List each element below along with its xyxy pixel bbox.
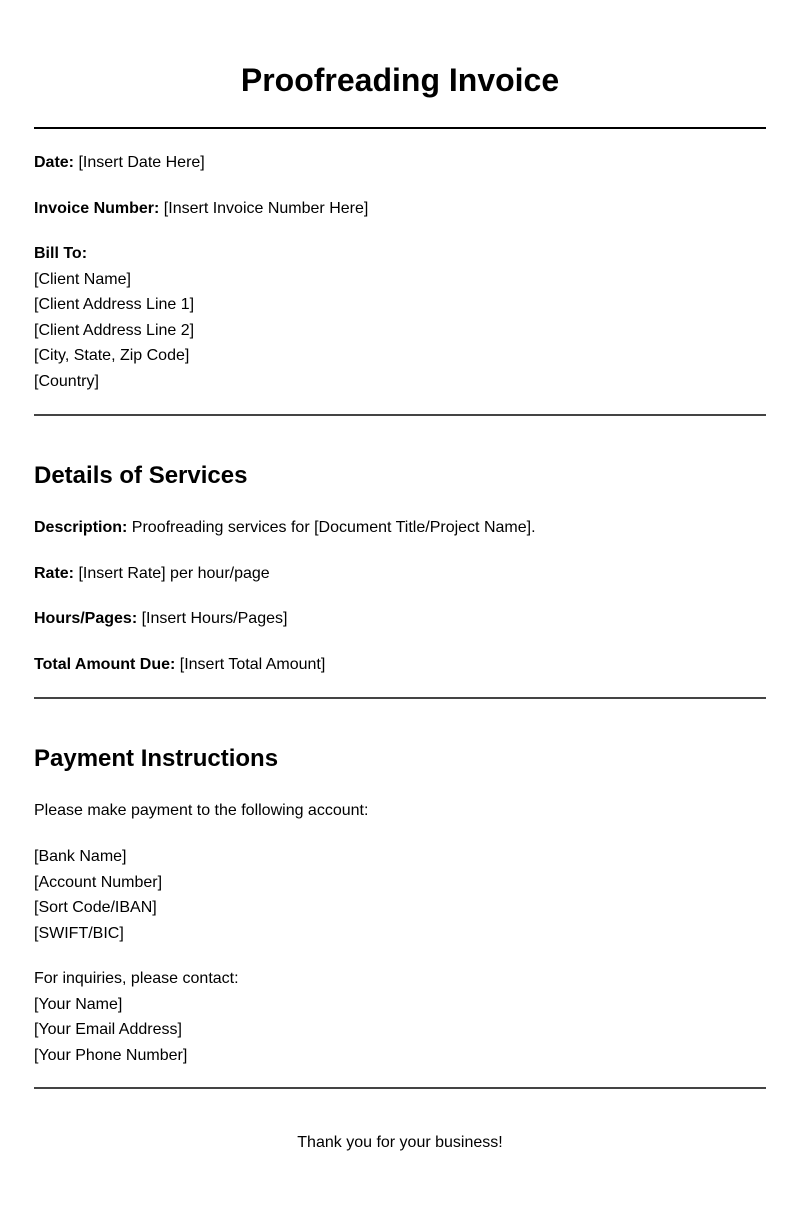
total-amount-line (34, 652, 766, 678)
services-heading: Details of Services (34, 462, 248, 489)
client-name: [Client Name] (34, 270, 131, 288)
invoice-number-value: [Insert Invoice Number Here] (159, 200, 369, 217)
description-value: Proofreading services for [Document Title/Project Name]. (127, 519, 536, 536)
client-country: [Country] (34, 372, 99, 390)
bank-name: [Bank Name] (34, 848, 127, 865)
payment-intro: Please make payment to the following account: (34, 802, 369, 819)
description-line (34, 515, 766, 541)
client-address-line-1: [Client Address Line 1] (34, 296, 195, 314)
hours-pages-line (34, 606, 766, 632)
bill-to-block (34, 241, 766, 395)
contact-details (34, 966, 766, 1068)
bill-to-divider (34, 414, 766, 416)
contact-name: [Your Name] (34, 995, 123, 1013)
invoice-number-label: Invoice Number: (34, 200, 160, 217)
contact-phone: [Your Phone Number] (34, 1046, 188, 1064)
rate-value: [Insert Rate] per hour/page (74, 565, 270, 582)
hours-pages-value: [Insert Hours/Pages] (137, 610, 288, 627)
title-divider (34, 127, 766, 129)
invoice-title: Proofreading Invoice (240, 62, 560, 98)
bill-to-label: Bill To: (34, 245, 88, 262)
invoice-number-line (34, 196, 766, 222)
description-label: Description: (34, 519, 128, 536)
client-city-state-zip: [City, State, Zip Code] (34, 347, 190, 365)
rate-label: Rate: (34, 565, 75, 582)
total-amount-label: Total Amount Due: (34, 656, 176, 673)
date-label: Date: (34, 154, 75, 171)
client-address-line-2: [Client Address Line 2] (34, 321, 195, 339)
contact-intro: For inquiries, please contact: (34, 970, 239, 987)
date-value: [Insert Date Here] (74, 154, 205, 171)
rate-line (34, 561, 766, 587)
thank-you-note: Thank you for your business! (297, 1134, 503, 1151)
hours-pages-label: Hours/Pages: (34, 610, 138, 627)
account-details (34, 844, 766, 946)
payment-divider (34, 1087, 766, 1089)
payment-heading: Payment Instructions (34, 745, 279, 772)
account-number: [Account Number] (34, 873, 163, 891)
services-divider (34, 697, 766, 699)
sort-code-iban: [Sort Code/IBAN] (34, 899, 157, 917)
contact-email: [Your Email Address] (34, 1021, 182, 1039)
date-line (34, 150, 766, 176)
swift-bic: [SWIFT/BIC] (34, 924, 124, 942)
total-amount-value: [Insert Total Amount] (175, 656, 326, 673)
